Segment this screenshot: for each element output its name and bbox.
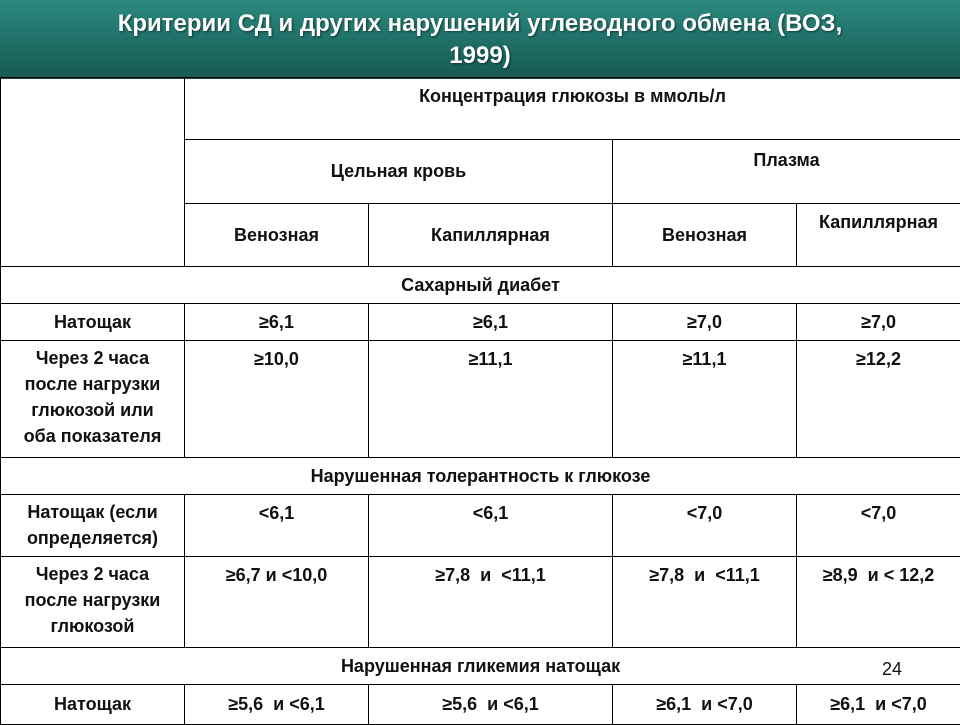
- slide-header: [0, 0, 960, 79]
- row-label-line: Через 2 часа: [5, 345, 180, 371]
- table-row: [1, 341, 960, 458]
- value-cell: ≥7,8 и <11,1: [369, 557, 613, 648]
- value-cell: <6,1: [185, 495, 369, 557]
- slide-number: 24: [872, 659, 912, 680]
- value-cell: ≥6,7 и <10,0: [185, 557, 369, 648]
- value-cell: ≥5,6 и <6,1: [369, 685, 613, 725]
- concentration-header: Концентрация глюкозы в ммоль/л: [185, 78, 960, 140]
- empty-corner-cell: [1, 78, 185, 267]
- table-row: [1, 685, 960, 725]
- row-label: [1, 304, 185, 341]
- value-cell: ≥11,1: [369, 341, 613, 458]
- value-cell: ≥6,1 и <7,0: [613, 685, 797, 725]
- section-title: Нарушенная гликемия натощак: [1, 648, 960, 685]
- value-cell: ≥11,1: [613, 341, 797, 458]
- row-label-line: после нагрузки: [5, 587, 180, 613]
- value-cell: ≥6,1: [369, 304, 613, 341]
- value-cell: ≥7,0: [797, 304, 960, 341]
- section-row: [1, 267, 960, 304]
- section-row: [1, 648, 960, 685]
- title-line-2: 1999): [0, 40, 960, 72]
- row-label-line: Натощак: [54, 312, 131, 332]
- row-label-line: определяется): [5, 525, 180, 551]
- criteria-table: [0, 77, 960, 725]
- row-label-line: Натощак (если: [5, 499, 180, 525]
- row-label-line: глюкозой или: [5, 397, 180, 423]
- table-row: [1, 304, 960, 341]
- col-header-capillary-plasma: Капиллярная: [797, 204, 960, 267]
- value-cell: <6,1: [369, 495, 613, 557]
- value-cell: <7,0: [613, 495, 797, 557]
- section-title: Сахарный диабет: [1, 267, 960, 304]
- col-header-capillary-blood: Капиллярная: [369, 204, 613, 267]
- value-cell: ≥7,8 и <11,1: [613, 557, 797, 648]
- title-line-1: Критерии СД и других нарушений углеводного обмена (ВОЗ,: [0, 8, 960, 40]
- value-cell: ≥6,1 и <7,0: [797, 685, 960, 725]
- row-label-line: оба показателя: [5, 423, 180, 449]
- row-label: [1, 685, 185, 725]
- col-header-venous-blood: Венозная: [185, 204, 369, 267]
- row-label-line: глюкозой: [5, 613, 180, 639]
- section-title: Нарушенная толерантность к глюкозе: [1, 458, 960, 495]
- table-row: [1, 495, 960, 557]
- row-label-line: Натощак: [54, 694, 131, 714]
- value-cell: ≥10,0: [185, 341, 369, 458]
- value-cell: ≥8,9 и < 12,2: [797, 557, 960, 648]
- header-row-1: [1, 78, 960, 140]
- table-row: [1, 557, 960, 648]
- row-label-line: после нагрузки: [5, 371, 180, 397]
- value-cell: ≥5,6 и <6,1: [185, 685, 369, 725]
- row-label: [1, 495, 185, 557]
- value-cell: ≥12,2: [797, 341, 960, 458]
- row-label-line: Через 2 часа: [5, 561, 180, 587]
- plasma-header: Плазма: [613, 140, 960, 204]
- value-cell: ≥6,1: [185, 304, 369, 341]
- row-label: [1, 341, 185, 458]
- value-cell: <7,0: [797, 495, 960, 557]
- value-cell: ≥7,0: [613, 304, 797, 341]
- section-row: [1, 458, 960, 495]
- row-label: [1, 557, 185, 648]
- whole-blood-header: Цельная кровь: [185, 140, 613, 204]
- slide-title: [0, 8, 960, 72]
- col-header-venous-plasma: Венозная: [613, 204, 797, 267]
